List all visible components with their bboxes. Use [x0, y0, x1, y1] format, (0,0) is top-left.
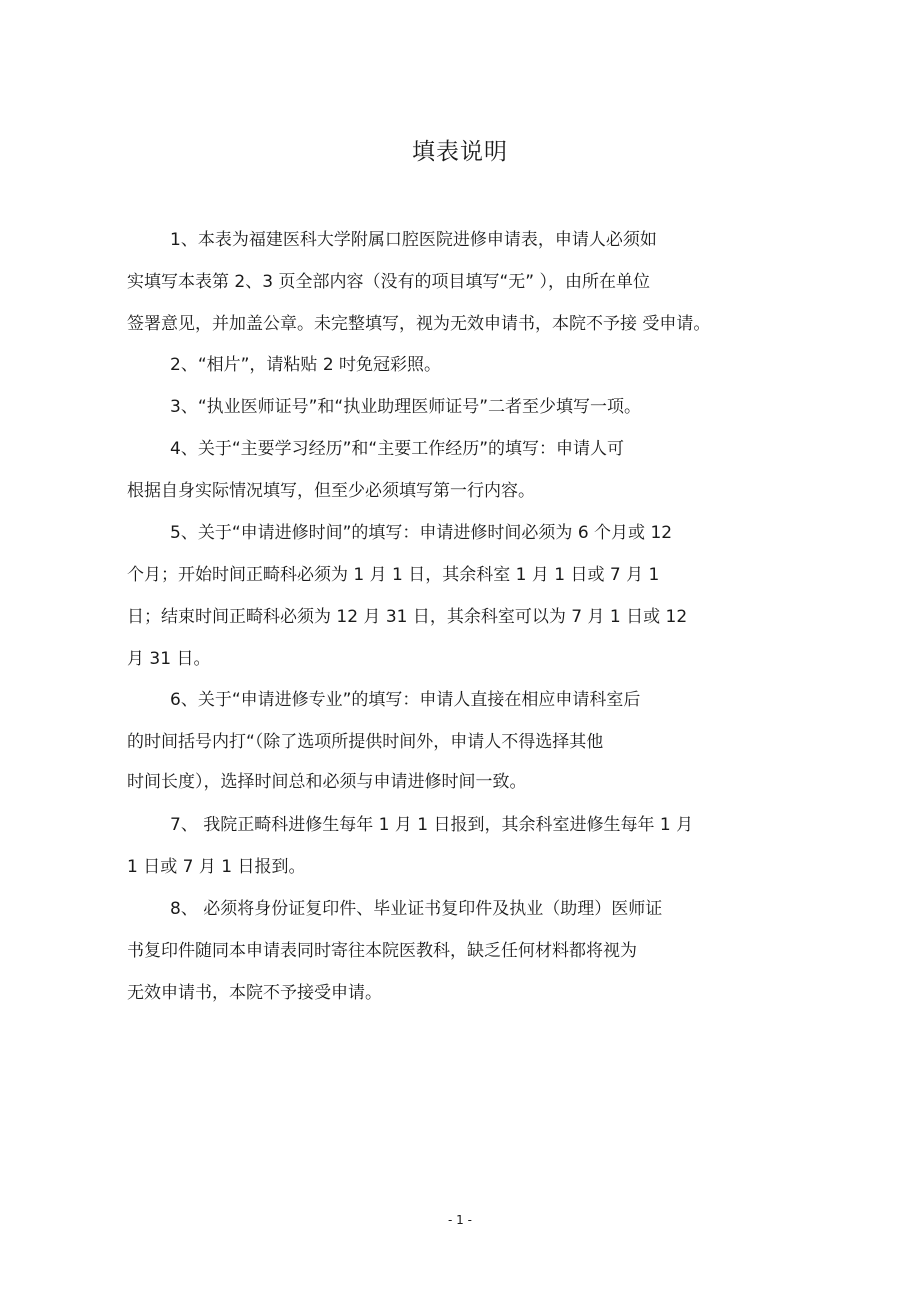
item-5-line-3: 日；结束时间正畸科必须为 12 月 31 日，其余科室可以为 7 月 1 日或 12 [127, 607, 688, 627]
page-number: - 1 - [448, 1213, 472, 1227]
item-8-line-2: 书复印件随同本申请表同时寄往本院医教科，缺乏任何材料都将视为 [127, 941, 637, 961]
item-1-line-3: 签署意见，并加盖公章。未完整填写，视为无效申请书，本院不予接 受申请。 [127, 314, 711, 334]
item-5-line-4: 月 31 日。 [127, 649, 211, 669]
item-2-line-1: 2、“相片”，请粘贴 2 吋免冠彩照。 [170, 355, 442, 375]
item-5-line-1: 5、关于“申请进修时间”的填写：申请进修时间必须为 6 个月或 12 [170, 523, 673, 543]
item-8-line-3: 无效申请书，本院不予接受申请。 [127, 983, 382, 1003]
item-6-line-2: 的时间括号内打“（除了选项所提供时间外，申请人不得选择其他 [127, 732, 604, 752]
item-3-line-1: 3、“执业医师证号”和“执业助理医师证号”二者至少填写一项。 [170, 397, 642, 417]
item-8-line-1: 8、 必须将身份证复印件、毕业证书复印件及执业（助理）医师证 [170, 899, 663, 919]
item-7-line-2: 1 日或 7 月 1 日报到。 [127, 857, 306, 877]
item-6-line-1: 6、关于“申请进修专业”的填写：申请人直接在相应申请科室后 [170, 690, 641, 710]
document-title: 填表说明 [412, 139, 508, 165]
item-1-line-2: 实填写本表第 2、3 页全部内容（没有的项目填写“无” ），由所在单位 [127, 272, 650, 292]
item-6-line-3: 时间长度），选择时间总和必须与申请进修时间一致。 [127, 772, 527, 792]
item-5-line-2: 个月；开始时间正畸科必须为 1 月 1 日，其余科室 1 月 1 日或 7 月 1 [127, 565, 660, 585]
item-4-line-2: 根据自身实际情况填写，但至少必须填写第一行内容。 [127, 481, 535, 501]
item-7-line-1: 7、 我院正畸科进修生每年 1 月 1 日报到，其余科室进修生每年 1 月 [170, 815, 694, 835]
item-1-line-1: 1、本表为福建医科大学附属口腔医院进修申请表，申请人必须如 [170, 230, 657, 250]
item-4-line-1: 4、关于“主要学习经历”和“主要工作经历”的填写：申请人可 [170, 439, 625, 459]
